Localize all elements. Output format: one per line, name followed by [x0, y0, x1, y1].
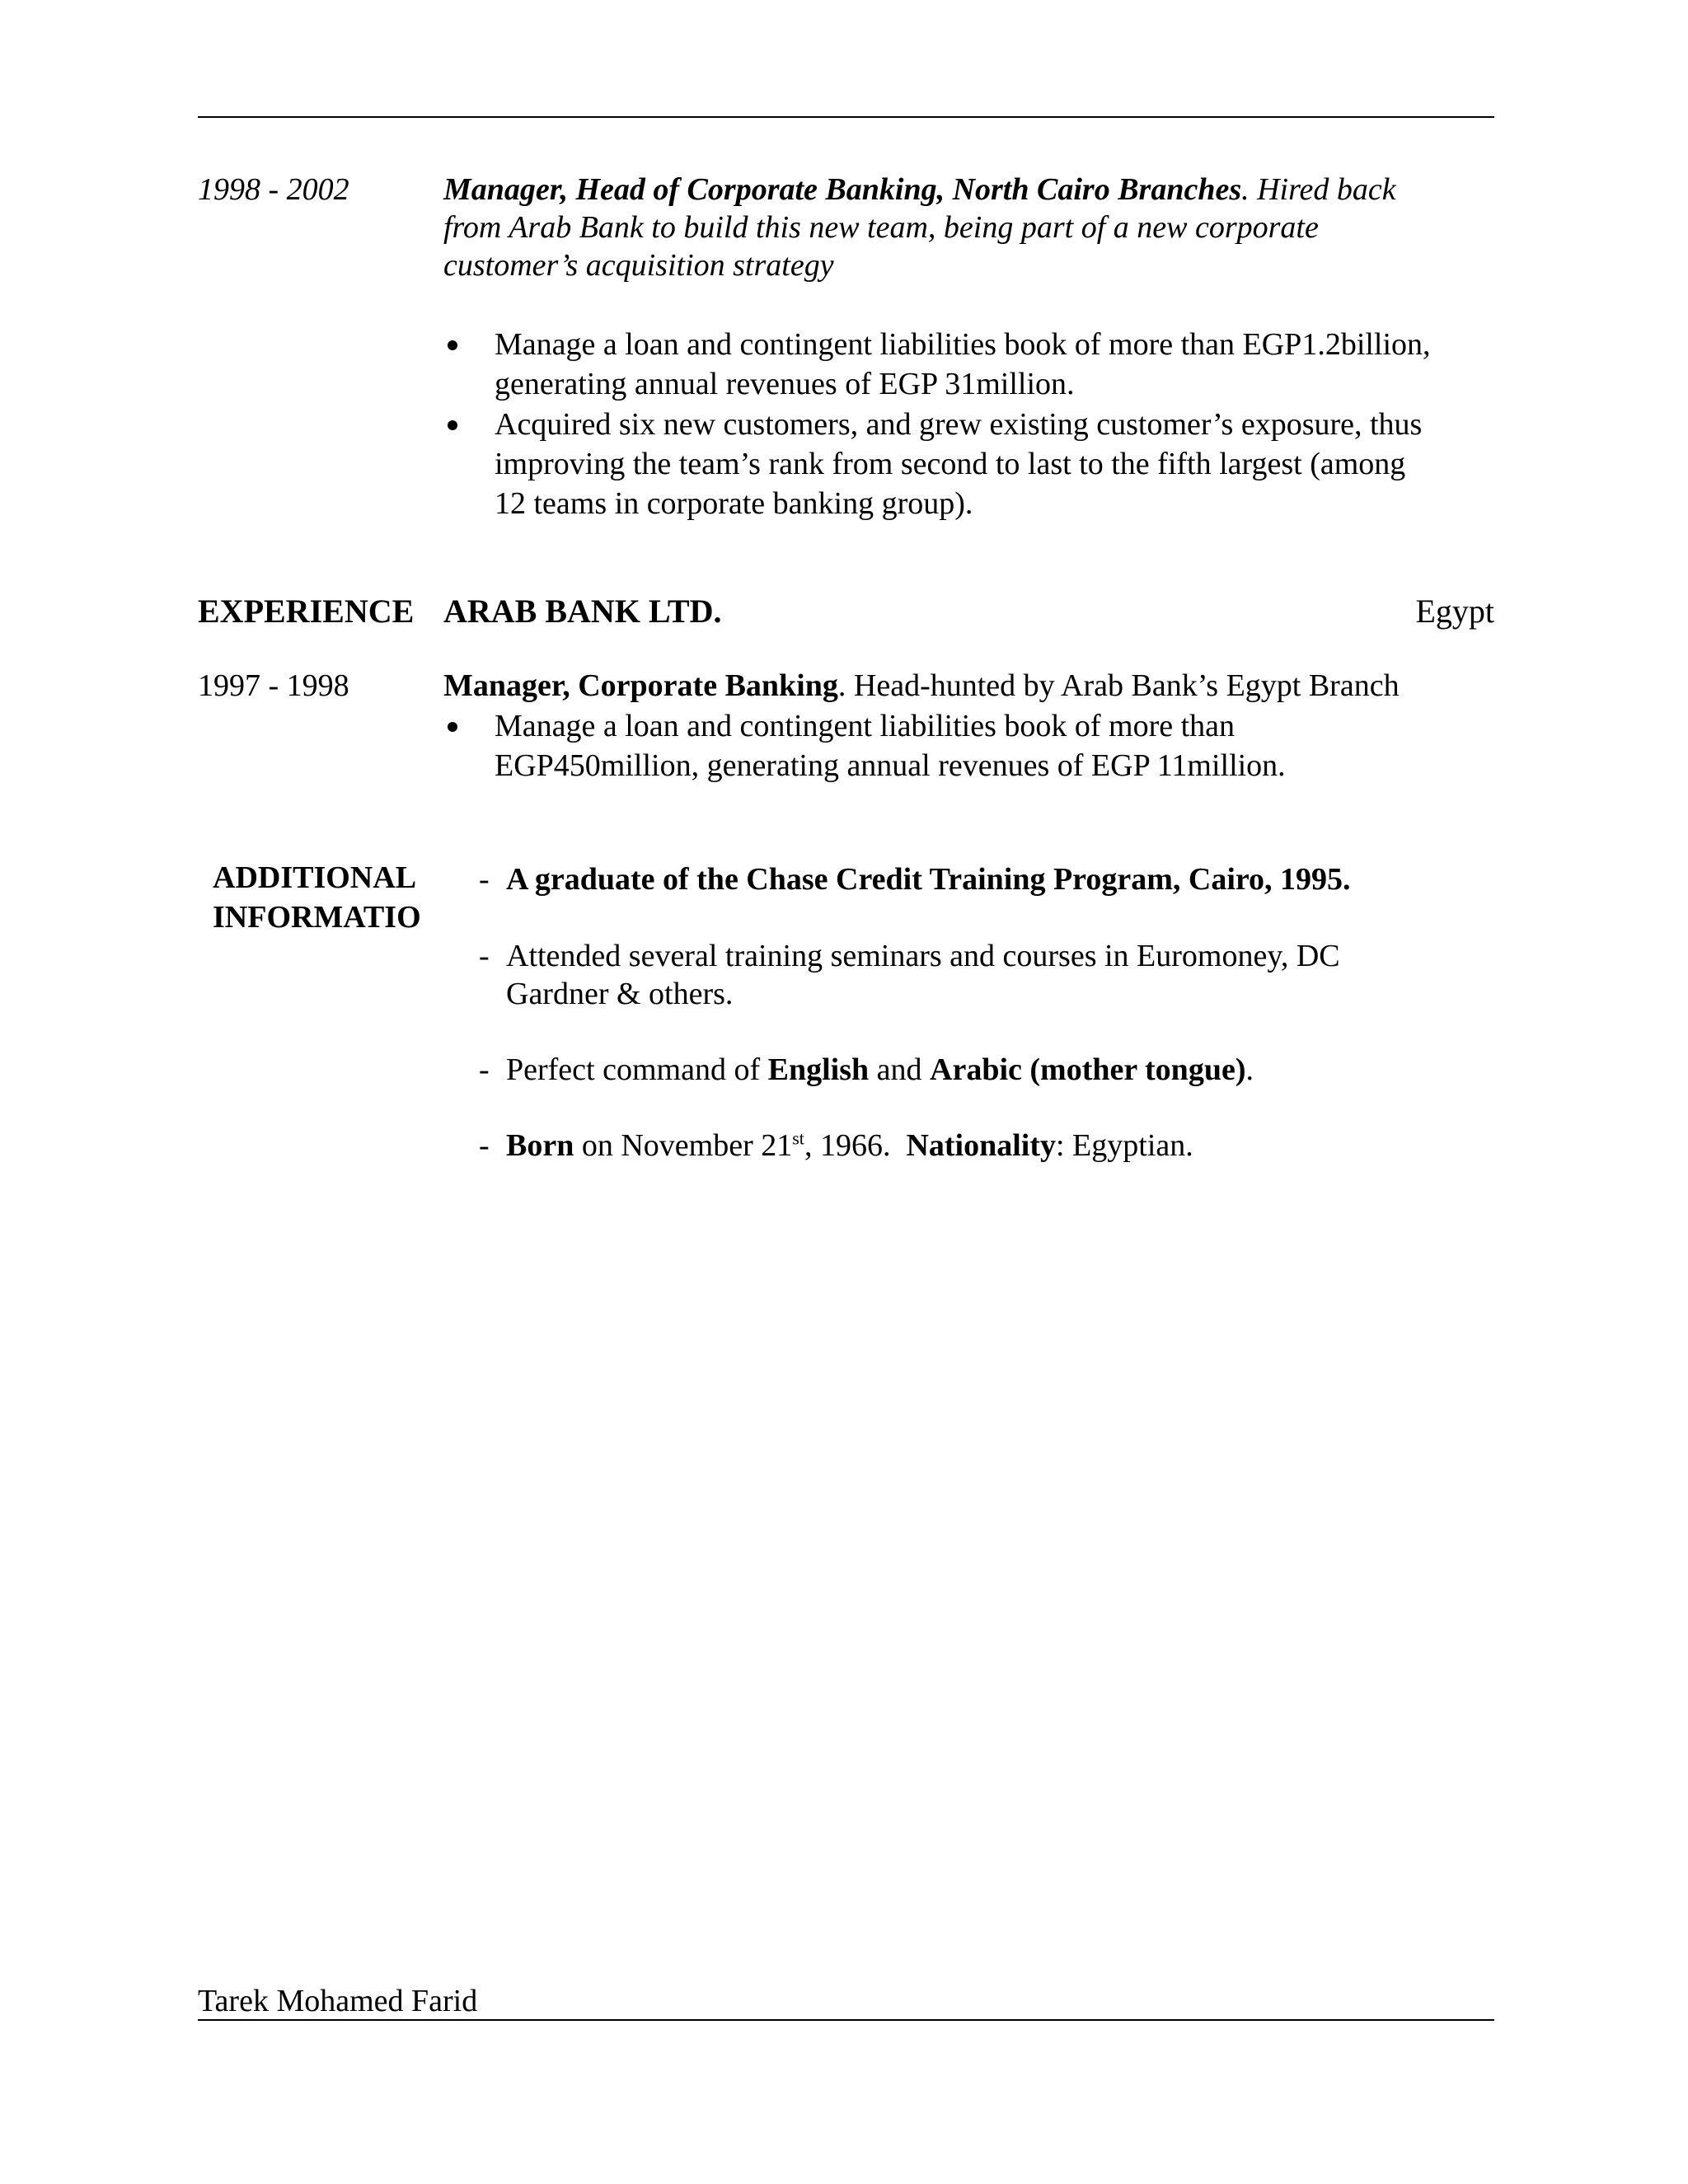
language-mid: and — [869, 1052, 931, 1087]
nationality-text: : Egyptian. — [1056, 1128, 1193, 1163]
job2-desc: . Head-hunted by Arab Bank’s Egypt Branch — [837, 668, 1400, 703]
job2-title-line — [443, 666, 1400, 705]
job2-title: Manager, Corporate Banking — [443, 668, 838, 703]
dash: - — [479, 939, 490, 973]
dash: - — [479, 1128, 490, 1163]
job2-bullet-line2: EGP450million, generating annual revenues of EGP 11million. — [495, 748, 1286, 783]
dash: - — [479, 1052, 490, 1087]
born-text: on November 21 — [574, 1128, 793, 1163]
language-pre: Perfect command of — [506, 1052, 768, 1087]
additional-item2-line2: Gardner & others. — [506, 977, 734, 1011]
job1-bullet1-line1: Manage a loan and contingent liabilities book of more than EGP1.2billion, — [495, 327, 1431, 362]
job1-desc-line3: customer’s acquisition strategy — [443, 248, 834, 283]
job1-title-punct: . — [1241, 172, 1250, 207]
additional-heading-line1: ADDITIONAL — [213, 860, 417, 895]
job1-bullet2-line3: 12 teams in corporate banking group). — [495, 486, 973, 521]
job1-dates: 1998 - 2002 — [198, 172, 349, 207]
job1-bullet2-line1: Acquired six new customers, and grew existing customer’s exposure, thus — [495, 407, 1423, 442]
footer-name: Tarek Mohamed Farid — [198, 1984, 478, 2018]
language-english: English — [767, 1052, 870, 1087]
nationality-label: Nationality — [906, 1128, 1056, 1163]
additional-item3 — [506, 1050, 1254, 1090]
job1-title: Manager, Head of Corporate Banking, North Cairo Branches — [443, 172, 1242, 207]
born-label: Born — [506, 1128, 574, 1163]
job1-bullet2-line2: improving the team’s rank from second to last to the fifth largest (among — [495, 447, 1406, 481]
language-arabic: Arabic (mother tongue) — [930, 1052, 1246, 1087]
additional-item2-line1: Attended several training seminars and courses in Euromoney, DC — [506, 939, 1340, 973]
experience-company: ARAB BANK LTD. — [443, 593, 722, 630]
bullet-icon — [448, 340, 457, 350]
additional-heading-line2: INFORMATIO — [213, 900, 421, 935]
job1-desc-line2: from Arab Bank to build this new team, being part of a new corporate — [443, 210, 1319, 245]
job2-bullet-line1: Manage a loan and contingent liabilities book of more than — [495, 709, 1236, 743]
born-year: , 1966. — [804, 1128, 907, 1163]
job1-title-line — [443, 170, 1396, 209]
dash: - — [479, 862, 490, 897]
additional-item4 — [506, 1126, 1193, 1165]
job2-dates: 1997 - 1998 — [198, 668, 349, 703]
job1-desc-line1: Hired back — [1249, 172, 1396, 207]
additional-item1: A graduate of the Chase Credit Training Program, Cairo, 1995. — [506, 862, 1351, 897]
experience-country: Egypt — [1415, 593, 1494, 630]
born-sup: st — [792, 1127, 804, 1149]
footer-rule — [198, 2019, 1494, 2021]
experience-heading: EXPERIENCE — [198, 593, 415, 630]
language-post: . — [1245, 1052, 1254, 1087]
job1-bullet1-line2: generating annual revenues of EGP 31million. — [495, 367, 1075, 401]
top-rule — [198, 116, 1494, 118]
bullet-icon — [448, 420, 457, 430]
bullet-icon — [448, 722, 457, 732]
